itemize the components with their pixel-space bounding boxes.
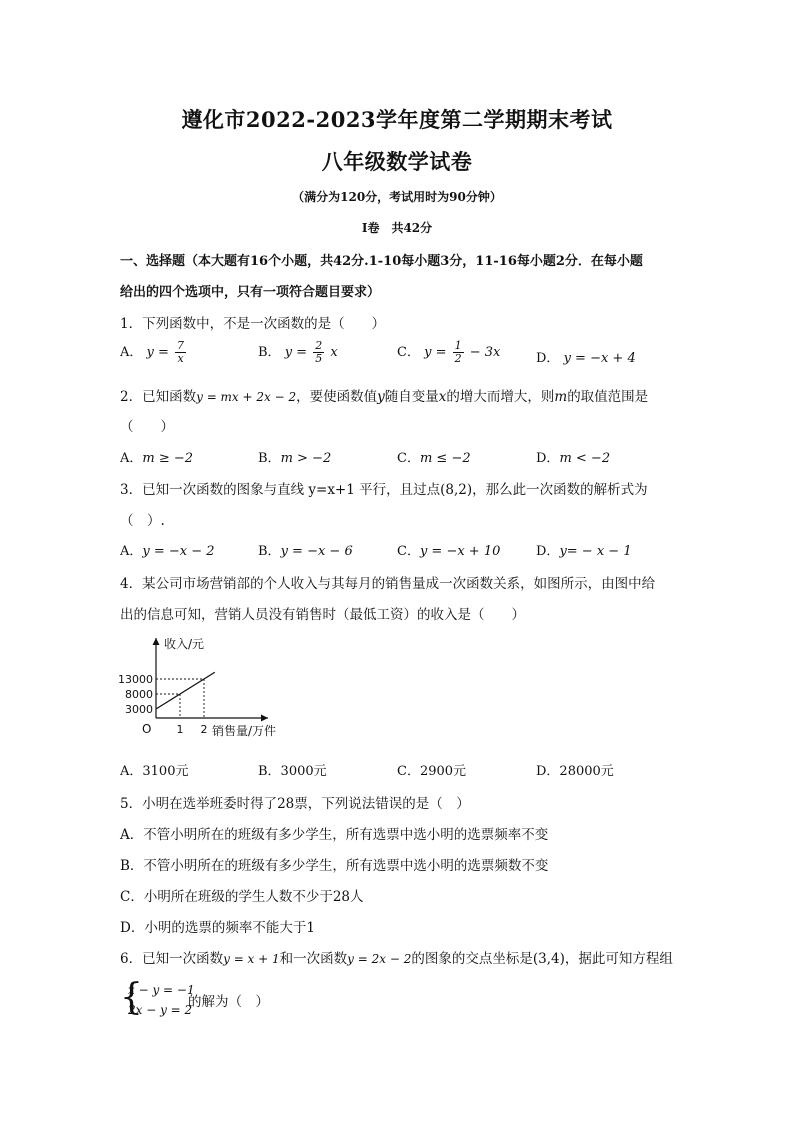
q1-option-d (536, 347, 636, 366)
fraction (175, 340, 186, 365)
q5-option-d: D．小明的选票的频率不能大于1 (120, 920, 315, 936)
fraction-denominator: 5 (315, 352, 323, 365)
q2-answer-paren: （ ） (120, 419, 174, 435)
exam-note: （满分为120分，考试用时为90分钟） (292, 190, 502, 204)
section-heading-line1: 一、选择题（本大题有16个小题，共42分.1-10每小题3分，11-16每小题2分．在每小题 (120, 254, 643, 269)
q6-stem (120, 947, 673, 967)
x-tick-label: 1 (176, 723, 184, 736)
option-label: D． (536, 351, 560, 366)
q1-option-c (397, 340, 500, 365)
stem-text: ，那么此一次函数的解析式为 (472, 482, 648, 498)
math-expr: m ≤ −2 (419, 451, 471, 466)
q5-option-c: C．小明所在班级的学生人数不少于28人 (120, 889, 364, 905)
y-axis-label: 收入/元 (164, 637, 205, 651)
q4-option-c: C．2900元 (397, 764, 467, 779)
math-lhs: y = (146, 345, 169, 360)
q3-stem (120, 478, 648, 498)
q3-option-c (397, 540, 500, 559)
math-expr: y = mx + 2x − 2 (196, 390, 297, 404)
q3-option-d (536, 540, 632, 559)
y-tick-label: 8000 (125, 688, 153, 701)
math-expr: m ≥ −2 (142, 451, 194, 466)
equation-1: x − y = −1 (128, 983, 195, 997)
income-sales-chart (118, 634, 293, 744)
section-heading-line2: 给出的四个选项中，只有一项符合题目要求） (120, 285, 381, 300)
math-lhs: y = (424, 345, 447, 360)
q4-option-d: D．28000元 (536, 764, 614, 779)
point-coord: (3,4) (532, 951, 565, 967)
math-expr: y = −x + 4 (563, 351, 636, 366)
point-coord: (8,2) (440, 482, 473, 498)
q3-answer-paren: （ ）. (120, 513, 165, 529)
fraction (453, 340, 464, 365)
math-expr: m > −2 (280, 451, 332, 466)
q5-stem: 5．小明在选举班委时得了28票，下列说法错误的是（ ） (120, 796, 470, 812)
x-tick-label: 2 (200, 723, 208, 736)
stem-text: ，据此可知方程组 (564, 951, 673, 967)
q2-option-c (397, 447, 471, 466)
option-label: B． (258, 451, 281, 466)
q4-stem-line2: 出的信息可知，营销人员没有销售时（最低工资）的收入是（ ） (120, 607, 525, 623)
option-label: C． (397, 345, 420, 360)
option-label: B． (258, 345, 281, 360)
y-tick-label: 3000 (125, 703, 153, 716)
math-expr: y = −x + 10 (419, 544, 501, 559)
math-expr: y = −x − 6 (280, 544, 353, 559)
stem-text: 3．已知一次函数的图象与直线 y=x+1 平行，且过点 (120, 482, 441, 498)
exam-subtitle: 八年级数学试卷 (321, 149, 473, 174)
q1-option-b (258, 340, 338, 365)
math-lhs: y = (284, 345, 308, 360)
math-var: m (554, 389, 568, 405)
option-label: D． (536, 451, 560, 466)
stem-text: ，要使函数值 (296, 389, 378, 405)
q3-option-b (258, 540, 353, 559)
q2-option-a (120, 447, 193, 466)
stem-text: 随自变量 (384, 389, 439, 405)
q2-stem (120, 385, 648, 405)
volume-heading: Ⅰ卷 共42分 (361, 221, 433, 235)
math-rhs: x (330, 345, 338, 360)
option-label: B． (258, 544, 281, 559)
q2-option-b (258, 447, 331, 466)
option-label: C． (397, 451, 420, 466)
exam-title: 遵化市2022-2023学年度第二学期期末考试 (181, 107, 613, 132)
q4-stem-line1: 4．某公司市场营销部的个人收入与其每月的销售量成一次函数关系，如图所示，由图中给 (120, 576, 656, 592)
x-axis-label: 销售量/万件 (212, 724, 277, 738)
q6-stem-end: 的解为（ ） (188, 994, 269, 1010)
option-label: A． (120, 451, 143, 466)
fraction-numerator: 7 (177, 339, 185, 352)
q5-option-b: B．不管小明所在的班级有多少学生，所有选票中选小明的选票频数不变 (120, 858, 549, 874)
q5-option-a: A．不管小明所在的班级有多少学生，所有选票中选小明的选票频率不变 (120, 827, 549, 843)
y-tick-label: 13000 (118, 673, 153, 686)
math-expr: y = −x − 2 (142, 544, 215, 559)
math-expr: y = x + 1 (223, 952, 280, 966)
fraction-numerator: 2 (315, 339, 323, 352)
option-label: C． (397, 544, 420, 559)
q2-option-d (536, 447, 610, 466)
math-expr: y= − x − 1 (559, 544, 632, 559)
equation-2: 2x − y = 2 (128, 1003, 193, 1017)
stem-text: 的取值范围是 (567, 389, 649, 405)
fraction-numerator: 1 (454, 339, 462, 352)
stem-text: 的增大而增大，则 (446, 389, 555, 405)
q1-option-a (120, 340, 188, 365)
math-var: y (377, 389, 385, 405)
q3-option-a (120, 540, 215, 559)
stem-text: 2．已知函数 (120, 389, 197, 405)
income-series-line (156, 672, 215, 709)
math-rhs: − 3x (469, 345, 501, 360)
math-expr: m < −2 (559, 451, 611, 466)
math-expr: y = 2x − 2 (347, 952, 412, 966)
q4-option-a: A．3100元 (120, 764, 189, 779)
option-label: A． (120, 345, 143, 360)
q1-stem: 1．下列函数中，不是一次函数的是（ ） (120, 316, 386, 332)
stem-text: 6．已知一次函数 (120, 951, 224, 967)
fraction-denominator: x (177, 352, 184, 365)
option-label: D． (536, 544, 560, 559)
left-brace-icon: { (120, 977, 143, 1018)
stem-text: 和一次函数 (279, 951, 348, 967)
stem-text: 的图象的交点坐标是 (411, 951, 533, 967)
origin-label: O (142, 722, 152, 736)
fraction-denominator: 2 (454, 352, 462, 365)
fraction (313, 340, 324, 365)
q4-option-b: B．3000元 (258, 764, 327, 779)
option-label: A． (120, 544, 143, 559)
math-var: x (438, 389, 447, 405)
